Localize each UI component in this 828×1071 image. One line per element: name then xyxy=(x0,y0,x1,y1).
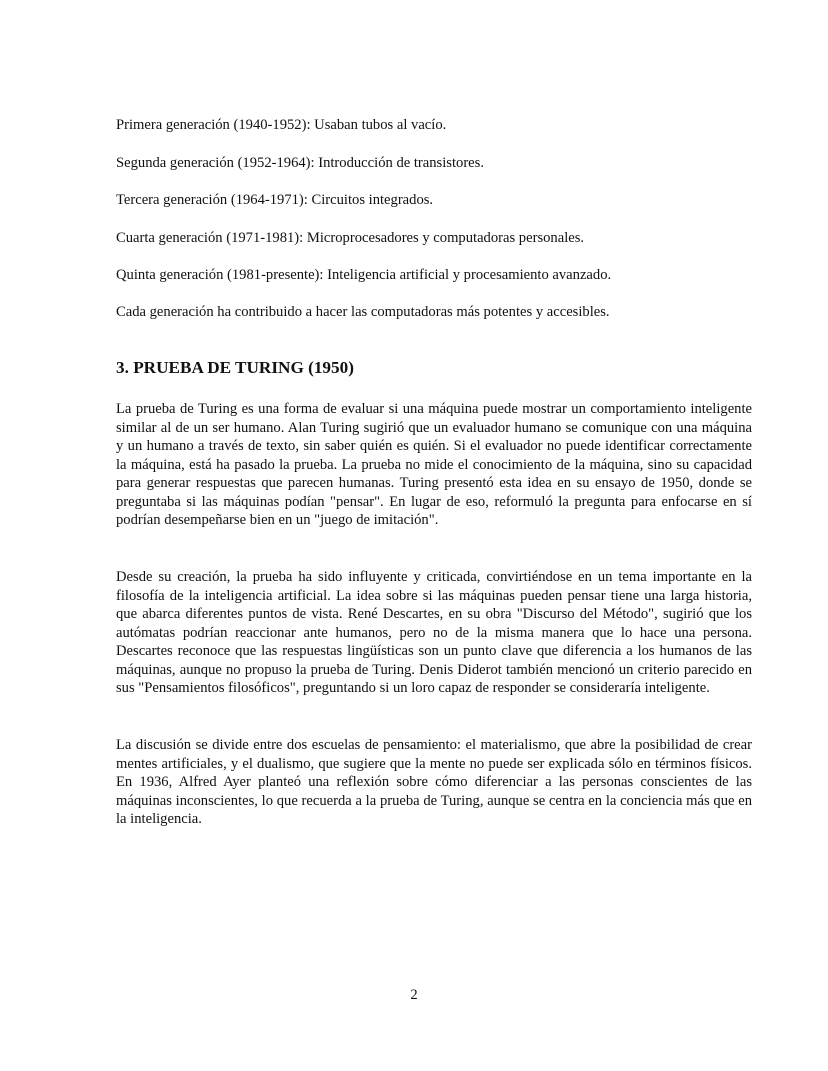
section-heading: 3. PRUEBA DE TURING (1950) xyxy=(116,358,354,377)
page-number: 2 xyxy=(410,987,418,1003)
generation-item: Primera generación (1940-1952): Usaban tubos al vacío. xyxy=(116,117,447,133)
generation-item: Tercera generación (1964-1971): Circuitos integrados. xyxy=(116,192,434,208)
body-paragraph: La prueba de Turing es una forma de evaluar si una máquina puede mostrar un comportamiento inteligente similar al de un ser humano. Alan Turing sugirió que un evaluador humano se comunique con una máquina y un humano a través de texto, sin saber quién es quién. Si el evaluador no puede identificar correctamente la máquina, está ha pasado la prueba. La prueba no mide el conocimiento de la máquina, sino su capacidad para generar respuestas que parecen humanas. Turing presentó esta idea en su ensayo de 1950, donde se preguntaba si las máquinas podían "pensar". En lugar de eso, reformuló la pregunta para enfocarse en sí podrían desempeñarse bien en un "juego de imitación". xyxy=(116,401,752,528)
body-paragraph: Desde su creación, la prueba ha sido influyente y criticada, convirtiéndose en un tema importante en la filosofía de la inteligencia artificial. La idea sobre si las máquinas pueden pensar tiene una larga historia, que abarca diferentes puntos de vista. René Descartes, en su obra "Discurso del Método", sugirió que los autómatas podrían reaccionar ante humanos, pero no de la misma manera que lo hace una persona. Descartes reconoce que las respuestas lingüísticas son un punto clave que diferencia a los humanos de las máquinas, aunque no propuso la prueba de Turing. Denis Diderot también mencionó un criterio parecido en sus "Pensamientos filosóficos", preguntando si un loro capaz de responder se consideraría inteligente. xyxy=(116,569,752,696)
generation-item: Segunda generación (1952-1964): Introducción de transistores. xyxy=(116,154,484,171)
body-paragraph: La discusión se divide entre dos escuelas de pensamiento: el materialismo, que abre la posibilidad de crear mentes artificiales, y el dualismo, que sugiere que la mente no puede ser explicada sólo en términos físicos. En 1936, Alfred Ayer planteó una reflexión sobre cómo diferenciar a las personas conscientes de las máquinas inconscientes, lo que recuerda a la prueba de Turing, aunque se centra en la conciencia más que en la inteligencia. xyxy=(116,737,752,827)
generation-item: Quinta generación (1981-presente): Inteligencia artificial y procesamiento avanzado. xyxy=(116,267,612,283)
generation-item: Cuarta generación (1971-1981): Microprocesadores y computadoras personales. xyxy=(116,229,585,246)
closing-sentence: Cada generación ha contribuido a hacer las computadoras más potentes y accesibles. xyxy=(116,304,610,320)
generations-list xyxy=(116,115,756,303)
